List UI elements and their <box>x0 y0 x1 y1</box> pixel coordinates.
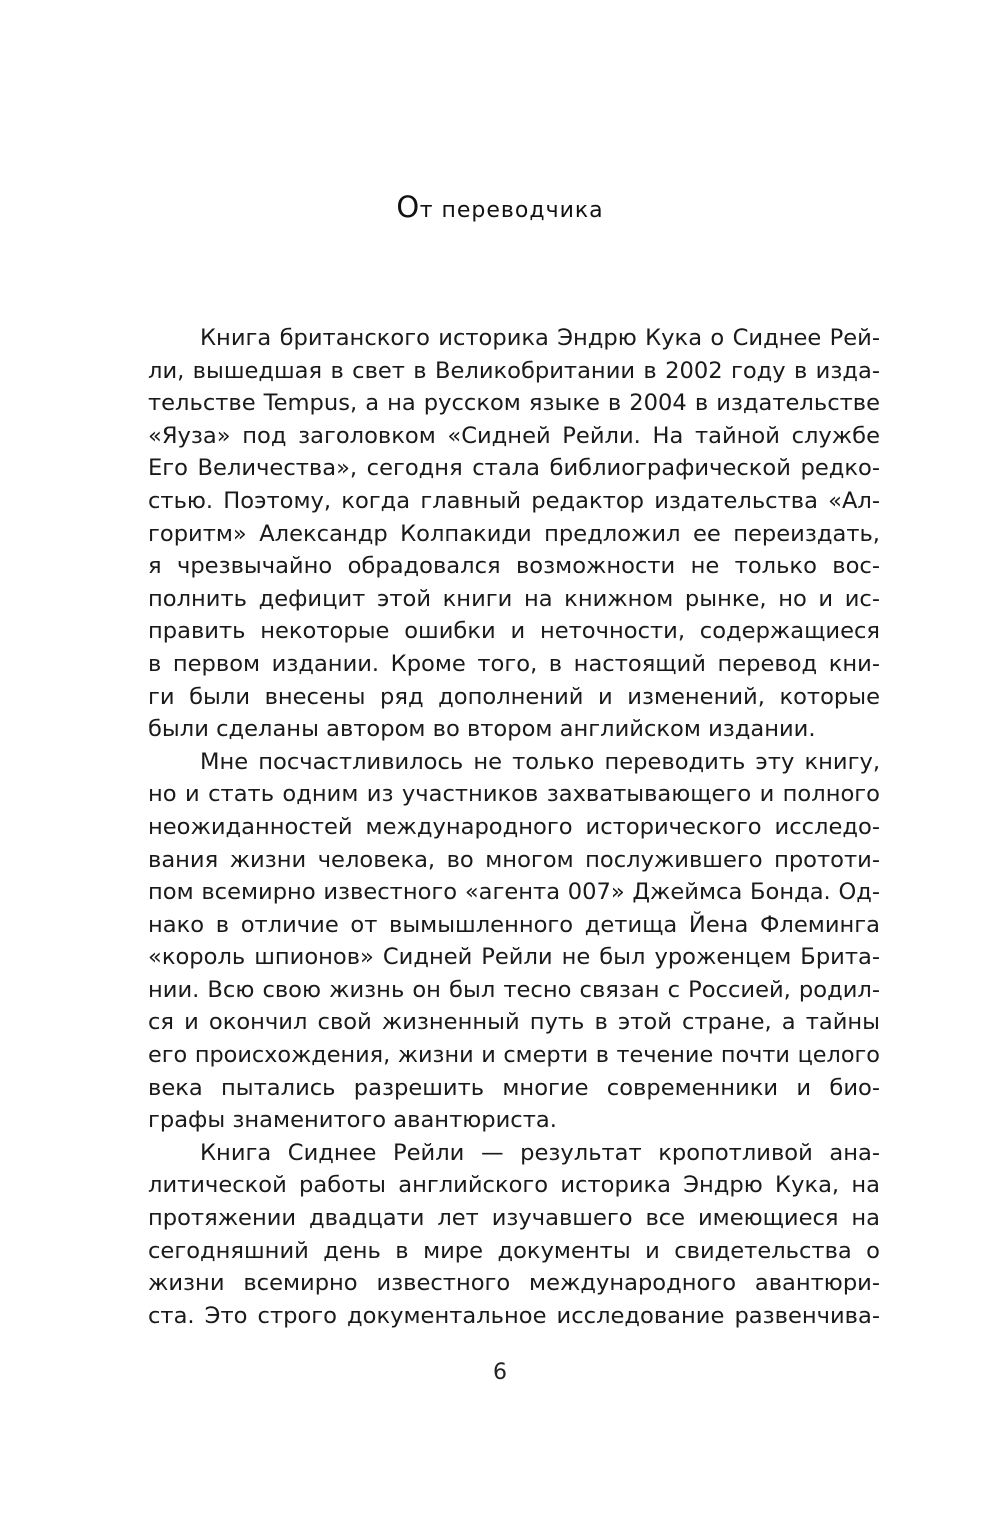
text-line: «король шпионов» Сидней Рейли не был уроженцем Брита- <box>148 944 880 971</box>
text-line: стью. Поэтому, когда главный редактор издательства «Ал- <box>148 487 880 514</box>
heading-rest: переводчика <box>433 198 604 223</box>
text-line: тельстве Tempus, а на русском языке в 2004 в издательстве <box>148 390 880 417</box>
text-line: горитм» Александр Колпакиди предложил ее переиздать, <box>148 520 880 547</box>
text-line: нии. Всю свою жизнь он был тесно связан с Россией, родил- <box>148 976 880 1003</box>
text-line: сегодняшний день в мире документы и свидетельства о <box>148 1237 880 1264</box>
text-line: вания жизни человека, во многом послужившего прототи- <box>148 846 880 873</box>
text-line: в первом издании. Кроме того, в настоящий перевод кни- <box>148 650 880 677</box>
text-line: ся и окончил свой жизненный путь в этой стране, а тайны <box>148 1009 880 1036</box>
text-line: нако в отличие от вымышленного детища Йена Флеминга <box>148 911 880 938</box>
text-line: литической работы английского историка Эндрю Кука, на <box>148 1172 880 1199</box>
text-line: Его Величества», сегодня стала библиографической редко- <box>148 455 880 482</box>
text-line: ста. Это строго документальное исследование развенчива- <box>148 1302 880 1329</box>
text-line: его происхождения, жизни и смерти в течение почти целого <box>148 1042 880 1069</box>
text-line: «Яуза» под заголовком «Сидней Рейли. На тайной службе <box>148 422 880 449</box>
heading-initial: О <box>396 190 420 224</box>
text-line: графы знаменитого авантюриста. <box>148 1107 557 1134</box>
text-line: неожиданностей международного исторического исследо- <box>148 813 880 840</box>
text-line: полнить дефицит этой книги на книжном рынке, но и ис- <box>148 585 880 612</box>
text-line: Мне посчастливилось не только переводить эту книгу, <box>200 748 880 775</box>
text-line: Книга британского историка Эндрю Кука о Сиднее Рей- <box>200 325 880 351</box>
text-line: но и стать одним из участников захватывающего и полного <box>148 781 880 808</box>
text-line: ли, вышедшая в свет в Великобритании в 2002 году в изда- <box>148 357 880 384</box>
text-line: жизни всемирно известного международного авантюри- <box>148 1270 880 1297</box>
chapter-heading <box>0 190 1000 224</box>
text-line: были сделаны автором во втором английском издании. <box>148 716 816 743</box>
text-line: века пытались разрешить многие современники и био- <box>148 1074 880 1101</box>
heading-rest-first: т <box>419 198 434 223</box>
text-line: ги были внесены ряд дополнений и изменений, которые <box>148 683 880 710</box>
text-line: править некоторые ошибки и неточности, содержащиеся <box>148 618 880 645</box>
body-text <box>148 322 880 1332</box>
text-line: протяжении двадцати лет изучавшего все имеющиеся на <box>148 1205 880 1232</box>
text-line: я чрезвычайно обрадовался возможности не только вос- <box>148 553 880 580</box>
text-line: Книга Сиднее Рейли — результат кропотливой ана- <box>200 1139 880 1166</box>
page-number: 6 <box>493 1360 507 1385</box>
text-line: пом всемирно известного «агента 007» Джеймса Бонда. Од- <box>148 879 880 906</box>
